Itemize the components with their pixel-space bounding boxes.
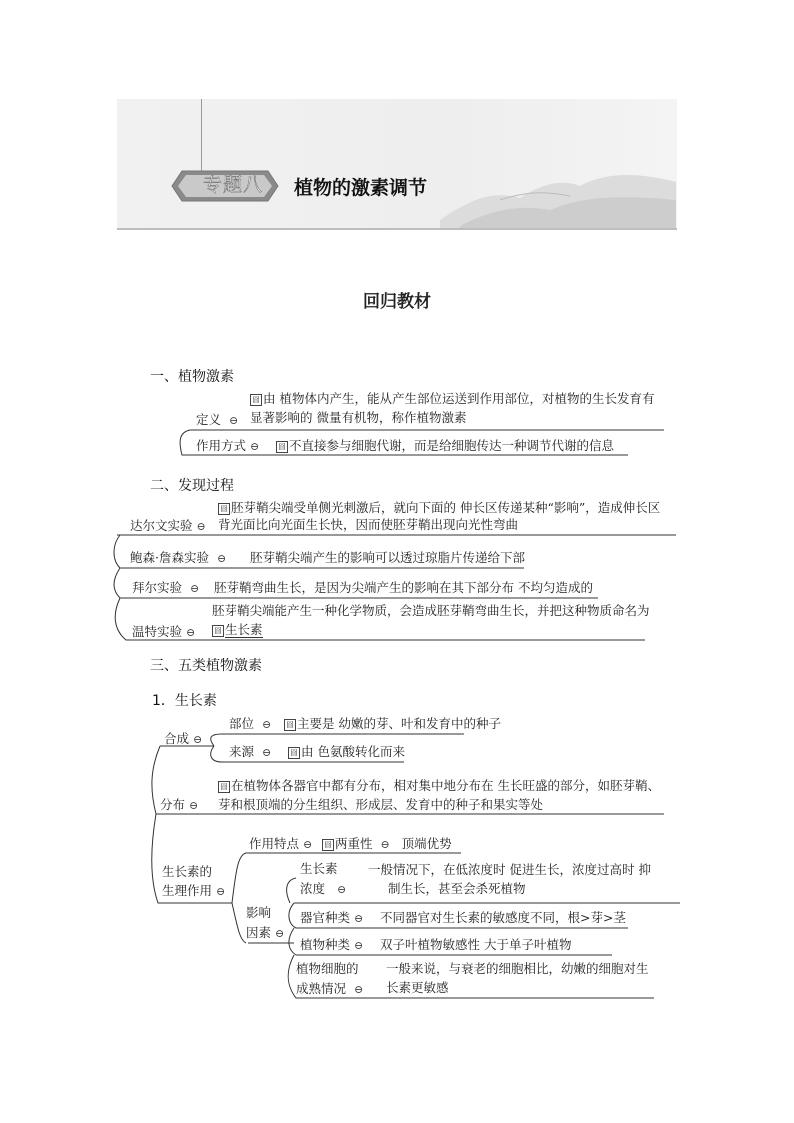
definition-label: 定义 ⊖: [196, 412, 239, 427]
paal-label: 拜尔实验 ⊖: [132, 580, 200, 595]
role-label-2: 生理作用 ⊖: [162, 883, 226, 898]
collapse-icon[interactable]: ⊖: [250, 440, 260, 453]
collapse-icon[interactable]: ⊖: [303, 838, 313, 851]
distribution-label: 分布 ⊖: [160, 797, 199, 812]
collapse-icon[interactable]: ⊖: [189, 799, 199, 812]
factors-label-1: 影响: [246, 905, 272, 920]
feature-value: 囧 两重性 ⊖ 顶端优势: [322, 834, 452, 855]
distribution-line2: 芽和根顶端的分生组织、形成层、发育中的种子和果实等处: [218, 797, 544, 812]
boysen-label: 鲍森·詹森实验 ⊖: [130, 550, 227, 565]
collapse-icon[interactable]: ⊖: [216, 552, 227, 565]
darwin-label: 达尔文实验 ⊖: [130, 518, 206, 533]
chapter-badge: 专题八: [202, 174, 263, 196]
collapse-icon[interactable]: ⊖: [228, 414, 239, 427]
collapse-icon[interactable]: ⊖: [354, 912, 364, 925]
collapse-icon[interactable]: ⊖: [261, 718, 272, 731]
organ-label: 器官种类 ⊖: [300, 910, 364, 925]
collapse-icon[interactable]: ⊖: [193, 733, 203, 746]
conc-line2: 制生长，甚至会杀死植物: [388, 881, 526, 896]
went-line2: 囧 生长素: [212, 620, 263, 640]
went-line1: 胚芽鞘尖端能产生一种化学物质，会造成胚芽鞘弯曲生长，并把这种物质命名为: [212, 603, 650, 618]
organ-text: 不同器官对生长素的敏感度不同，根>芽>茎: [380, 910, 626, 925]
marker-icon: 囧: [218, 781, 230, 793]
species-text: 双子叶植物敏感性 大于单子叶植物: [380, 937, 572, 952]
feature-label: 作用特点 ⊖: [249, 836, 313, 851]
definition-line2: 显著影响的 微量有机物，称作植物激素: [250, 410, 467, 425]
marker-icon: 囧: [284, 719, 296, 731]
marker-icon: 囧: [276, 441, 288, 453]
source-text: 囧 由 色氨酸转化而来: [288, 742, 405, 762]
collapse-icon[interactable]: ⊖: [196, 520, 206, 533]
part2-heading: 二、发现过程: [150, 478, 234, 494]
definition-line1: 囧 由 植物体内产生，能从产生部位运送到作用部位，对植物的生长发育有: [250, 389, 654, 409]
action-text: 囧 不直接参与细胞代谢，而是给细胞传达一种调节代谢的信息: [276, 436, 614, 456]
site-text: 囧 主要是 幼嫩的芽、叶和发育中的种子: [284, 714, 501, 734]
conc-label-2: 浓度 ⊖: [300, 881, 347, 896]
maturity-line2: 长素更敏感: [386, 980, 449, 995]
darwin-line1: 囧 胚芽鞘尖端受单侧光刺激后，就向下面的 伸长区传递某种“影响”，造成伸长区: [218, 498, 660, 518]
part3-heading: 三、五类植物激素: [150, 658, 262, 674]
went-label: 温特实验 ⊖: [132, 624, 196, 639]
species-label: 植物种类 ⊖: [300, 937, 364, 952]
marker-icon: 囧: [288, 747, 300, 759]
synthesis-label: 合成 ⊖: [164, 731, 203, 746]
paal-text: 胚芽鞘弯曲生长，是因为尖端产生的影响在其下部分布 不均匀造成的: [214, 580, 593, 595]
marker-icon: 囧: [322, 839, 334, 851]
collapse-icon[interactable]: ⊖: [186, 626, 196, 639]
maturity-label-2: 成熟情况 ⊖: [296, 981, 364, 996]
action-label: 作用方式 ⊖: [196, 438, 260, 453]
collapse-icon[interactable]: ⊖: [261, 746, 272, 759]
darwin-line2: 背光面比向光面生长快，因而使胚芽鞘出现向光性弯曲: [218, 517, 519, 532]
section-title: 回归教材: [363, 292, 431, 312]
collapse-icon[interactable]: ⊖: [354, 939, 364, 952]
conc-line1: 一般情况下，在低浓度时 促进生长，浓度过高时 抑: [368, 862, 651, 877]
collapse-icon[interactable]: ⊖: [275, 927, 285, 940]
source-label: 来源 ⊖: [229, 744, 272, 759]
part1-heading: 一、植物激素: [150, 369, 234, 385]
site-label: 部位 ⊖: [229, 716, 272, 731]
auxin-heading: 1．生长素: [152, 693, 217, 709]
role-label-1: 生长素的: [162, 864, 213, 879]
maturity-label-1: 植物细胞的: [296, 961, 359, 976]
factors-label-2: 因素 ⊖: [246, 925, 285, 940]
boysen-text: 胚芽鞘尖端产生的影响可以透过琼脂片传递给下部: [250, 550, 526, 565]
distribution-line1: 囧 在植物体各器官中都有分布，相对集中地分布在 生长旺盛的部分，如胚芽鞘、: [218, 776, 660, 796]
collapse-icon[interactable]: ⊖: [189, 582, 200, 595]
collapse-icon[interactable]: ⊖: [353, 983, 364, 996]
chapter-title: 植物的激素调节: [294, 177, 428, 199]
marker-icon: 囧: [212, 625, 224, 637]
marker-icon: 囧: [250, 394, 262, 406]
conc-label-1: 生长素: [300, 861, 338, 876]
collapse-icon[interactable]: ⊖: [380, 838, 390, 851]
marker-icon: 囧: [218, 503, 230, 515]
collapse-icon[interactable]: ⊖: [336, 883, 347, 896]
collapse-icon[interactable]: ⊖: [216, 885, 226, 898]
maturity-line1: 一般来说，与衰老的细胞相比，幼嫩的细胞对生: [386, 961, 649, 976]
